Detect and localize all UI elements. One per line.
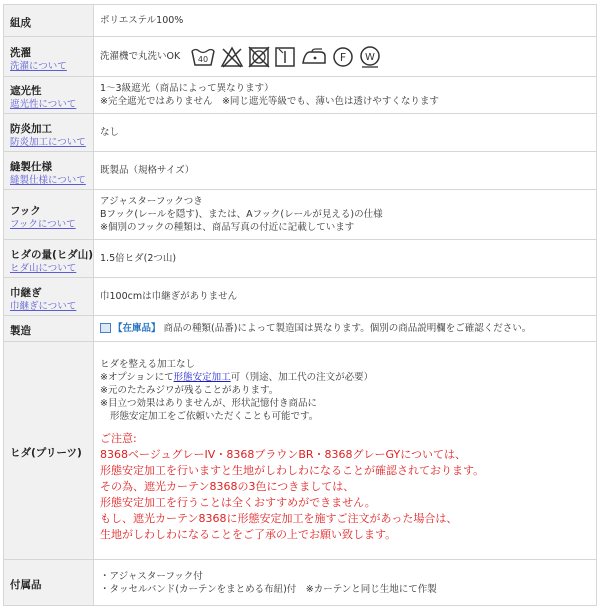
notice-line-5: もし、遮光カーテン8368に形態安定加工を施すご注文があった場合は、 (100, 512, 458, 525)
spec-row-seam (4, 278, 597, 316)
no-bleach-icon (220, 46, 244, 68)
spec-title-pleats: ヒダ(プリーツ) (10, 447, 82, 459)
spec-value-seam (94, 278, 597, 316)
spec-title-blackout: 遮光性 (10, 85, 42, 97)
spec-value-sewing (94, 152, 597, 190)
spec-value-composition (94, 5, 597, 37)
spec-row-hook (4, 190, 597, 240)
pleats-line-1: ヒダを整える加工なし (100, 359, 196, 370)
spec-value-pleat-amount (94, 240, 597, 278)
pleats-line-2 (100, 371, 590, 384)
spec-row-blackout (4, 77, 597, 114)
seam-info-link[interactable]: 巾継ぎについて (10, 300, 77, 312)
hook-info-link[interactable]: フックについて (10, 218, 76, 230)
blackout-line-2: ※完全遮光ではありません ※同じ遮光等級でも、薄い色は透けやすくなります (100, 96, 439, 107)
spec-title-flame: 防炎加工 (10, 122, 52, 135)
spec-header-manufacture (4, 316, 94, 342)
sewing-text: 既製品（規格サイズ） (100, 165, 195, 176)
spec-value-accessories (94, 560, 597, 606)
hook-line-3: ※個別のフックの種類は、商品写真の付近に記載しています (100, 222, 355, 233)
product-spec-table (3, 4, 597, 606)
stock-label: 【在庫品】 (113, 323, 161, 334)
spec-title-composition: 組成 (10, 17, 31, 29)
spec-row-sewing (4, 152, 597, 190)
spec-value-manufacture (94, 316, 597, 342)
pleat-amount-text: 1.5倍ヒダ(2つ山) (100, 253, 177, 264)
spec-title-accessories: 付属品 (10, 579, 42, 591)
spec-row-manufacture (4, 316, 597, 342)
spec-header-sewing (4, 152, 94, 190)
spec-header-seam (4, 278, 94, 316)
pleats-line-4: ※目立つ効果はありませんが、形状記憶付き商品に (100, 398, 317, 409)
spec-header-flame (4, 114, 94, 152)
notice-line-4: 形態安定加工を行うことは全くおすすめができません。 (100, 496, 376, 509)
iron-low-icon (300, 46, 328, 68)
calendar-icon (100, 323, 111, 333)
pleats-option-suffix: 可（別途、加工代の注文が必要） (230, 372, 374, 383)
spec-value-hook (94, 190, 597, 240)
spec-row-pleat-amount (4, 240, 597, 278)
spec-header-accessories (4, 560, 94, 606)
care-label-icons (190, 45, 382, 69)
spec-header-pleats (4, 342, 94, 560)
wash-text: 洗濯機で丸洗いOK (100, 51, 181, 62)
pleats-line-3: ※元のたたみジワが残ることがあります。 (100, 385, 279, 396)
accessories-line-1: ・アジャスターフック付 (100, 570, 203, 582)
accessories-line-2: ・タッセルバンド(カーテンをまとめる布紐)付 ※カーテンと同じ生地にて作製 (100, 583, 437, 595)
notice-line-0: ご注意: (100, 432, 137, 445)
wet-clean-letter: W (365, 51, 376, 63)
composition-text: ポリエステル100% (100, 15, 184, 26)
spec-title-hook: フック (10, 204, 41, 217)
spec-title-sewing: 縫製仕様 (10, 160, 52, 173)
blackout-line-1: 1～3級遮光（商品によって異なります） (100, 83, 274, 94)
spec-title-wash: 洗濯 (10, 46, 31, 59)
form-stable-processing-link[interactable]: 形態安定加工 (173, 372, 231, 383)
spec-row-flame (4, 114, 597, 152)
spec-row-wash (4, 37, 597, 77)
line-dry-icon (274, 46, 296, 68)
spec-row-accessories (4, 560, 597, 606)
spec-value-blackout (94, 77, 597, 114)
dry-clean-letter: F (340, 50, 347, 64)
spec-header-wash (4, 37, 94, 77)
wash-info-link[interactable]: 洗濯について (10, 60, 67, 72)
wash-40-icon (190, 46, 216, 68)
spec-header-blackout (4, 77, 94, 114)
no-tumble-dry-icon (248, 46, 270, 68)
flame-info-link[interactable]: 防炎加工について (10, 136, 86, 148)
flame-text: なし (100, 127, 120, 138)
pleats-option-prefix: ※オプションにて (100, 372, 174, 383)
pleats-notice (100, 431, 590, 543)
manufacture-text: 商品の種類(品番)によって製造国は異なります。個別の商品説明欄をご確認ください。 (163, 323, 532, 334)
spec-header-pleat-amount (4, 240, 94, 278)
spec-value-wash (94, 37, 597, 77)
notice-line-3: その為、遮光カーテン8368の3色につきましては、 (100, 480, 355, 493)
notice-line-6: 生地がしわしわになることをご了承の上でお願い致します。 (100, 528, 397, 541)
hook-line-2: Bフック(レールを隠す)、または、Aフック(レールが見える)の仕様 (100, 209, 383, 220)
spec-title-seam: 巾継ぎ (10, 286, 42, 299)
spec-row-pleats (4, 342, 597, 560)
spec-header-composition (4, 5, 94, 37)
dry-clean-f-icon (332, 46, 354, 68)
spec-value-flame (94, 114, 597, 152)
wet-clean-w-icon (358, 45, 382, 69)
spec-header-hook (4, 190, 94, 240)
spec-title-pleat-amount: ヒダの量(ヒダ山) (10, 248, 94, 261)
blackout-info-link[interactable]: 遮光性について (10, 99, 77, 110)
pleats-line-5: 形態安定加工をご依頼いただくことも可能です。 (110, 411, 319, 422)
pleat-amount-info-link[interactable]: ヒダ山について (10, 262, 77, 274)
wash-temp-label: 40 (198, 54, 209, 64)
hook-line-1: アジャスターフックつき (100, 196, 203, 207)
seam-text: 巾100cmは巾継ぎがありません (100, 291, 238, 302)
notice-line-1: 8368ベージュグレーIV・8368ブラウンBR・8368グレーGYについては、 (100, 448, 466, 461)
spec-title-manufacture: 製造 (10, 325, 31, 337)
spec-row-composition (4, 5, 597, 37)
sewing-info-link[interactable]: 縫製仕様について (10, 174, 86, 186)
notice-line-2: 形態安定加工を行いますと生地がしわしわになることが確認されております。 (100, 464, 485, 477)
spec-value-pleats (94, 342, 597, 560)
